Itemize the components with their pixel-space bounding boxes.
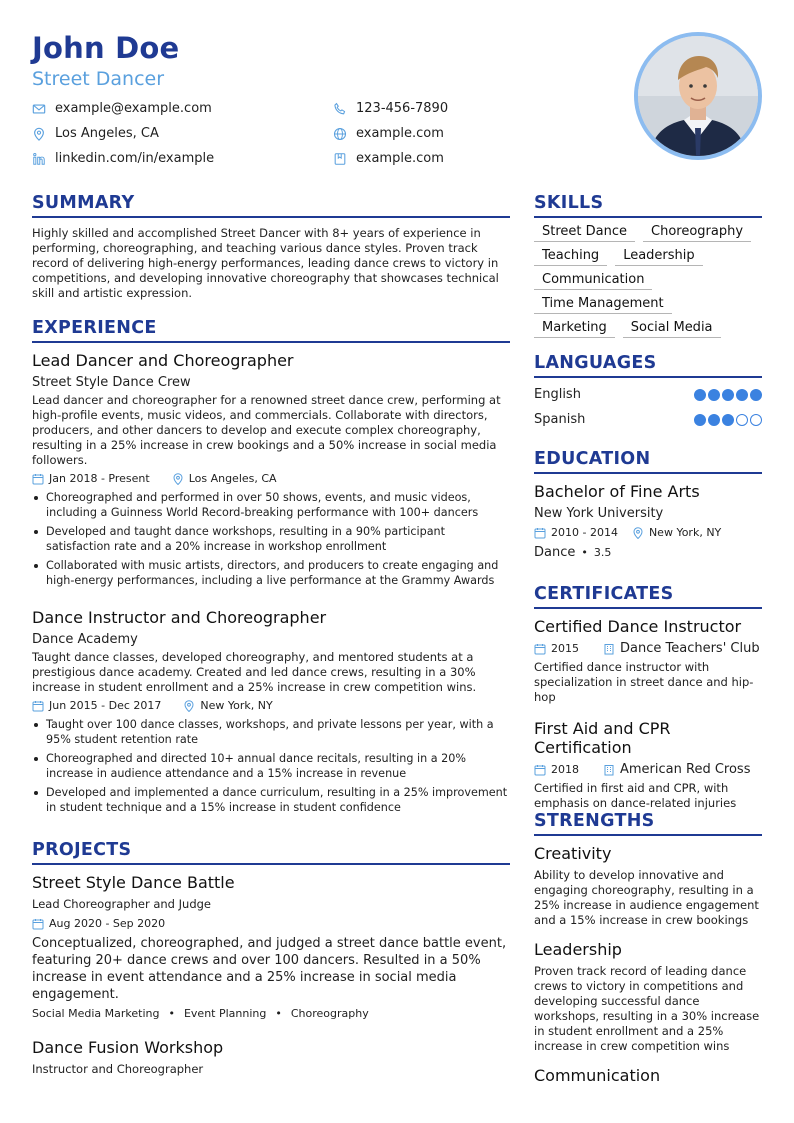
proficiency-dot-filled xyxy=(694,414,706,426)
certificate-issuer: Dance Teachers' Club xyxy=(620,641,760,656)
project-meta xyxy=(32,917,510,930)
calendar-icon xyxy=(534,643,546,655)
contact-email[interactable] xyxy=(32,101,212,116)
project-item xyxy=(32,1038,510,1077)
skill-tag: Teaching xyxy=(534,248,607,266)
certificates-heading: CERTIFICATES xyxy=(534,584,762,609)
bookmark-icon xyxy=(333,152,347,166)
certificate-issuer: American Red Cross xyxy=(620,762,751,777)
tag-separator: • xyxy=(275,1007,282,1020)
language-row xyxy=(534,412,762,427)
project-dates: Aug 2020 - Sep 2020 xyxy=(49,917,166,930)
location-pin-icon xyxy=(172,473,184,485)
experience-meta xyxy=(32,472,510,485)
experience-bullets xyxy=(32,717,510,815)
building-icon xyxy=(603,764,615,776)
projects-heading: PROJECTS xyxy=(32,840,510,865)
strength-title: Communication xyxy=(534,1066,661,1085)
tag-separator: • xyxy=(168,1007,175,1020)
globe-icon xyxy=(333,127,347,141)
strength-title: Creativity xyxy=(534,844,612,863)
building-icon xyxy=(603,643,615,655)
proficiency-dot-filled xyxy=(694,389,706,401)
experience-description: Lead dancer and choreographer for a renowned street dance crew, performing at high-profile events, music videos, and commercials. Collaborate with directors, producers, and other dancers to develop and execute complex choreography, resulting in a 25% increase in crew bookings and a 50% increase in social media followers. xyxy=(32,393,501,467)
profile-photo xyxy=(634,32,762,160)
experience-location: Los Angeles, CA xyxy=(188,472,277,485)
certificate-meta xyxy=(534,641,762,656)
summary-text: Highly skilled and accomplished Street Dancer with 8+ years of experience in performing, choreographing, and teaching various dance styles. Proven track record of delivering high-energy performances, leading dance crews to victory in competitions, and developing innovative choreography that showcases technical skill and artistic expression. xyxy=(32,226,499,300)
skill-tag: Choreography xyxy=(643,224,751,242)
experience-dates: Jun 2015 - Dec 2017 xyxy=(49,699,162,712)
linkedin-text: linkedin.com/in/example xyxy=(55,151,215,166)
experience-location: New York, NY xyxy=(200,699,273,712)
calendar-icon xyxy=(534,527,546,539)
proficiency-dot-empty xyxy=(736,414,748,426)
language-row xyxy=(534,387,762,402)
skill-tag: Street Dance xyxy=(534,224,635,242)
skill-tag: Communication xyxy=(534,272,652,290)
email-icon xyxy=(32,102,46,116)
certificate-description: Certified dance instructor with specialization in street dance and hip-hop xyxy=(534,660,754,704)
experience-company: Dance Academy xyxy=(32,632,138,647)
experience-role: Dance Instructor and Choreographer xyxy=(32,608,327,627)
project-title: Street Style Dance Battle xyxy=(32,873,235,892)
name: John Doe xyxy=(32,31,180,65)
proficiency-dot-filled xyxy=(750,389,762,401)
certificate-meta xyxy=(534,762,762,777)
project-tag: Event Planning xyxy=(183,1007,267,1020)
experience-item xyxy=(32,351,510,592)
proficiency-dots xyxy=(692,389,762,401)
contact-linkedin[interactable] xyxy=(32,151,214,166)
skill-tag: Time Management xyxy=(534,296,672,314)
project-role: Lead Choreographer and Judge xyxy=(32,897,211,911)
languages-heading: LANGUAGES xyxy=(534,353,762,378)
certificate-year: 2018 xyxy=(551,763,579,776)
education-meta xyxy=(534,526,762,539)
portfolio-text: example.com xyxy=(356,151,444,166)
contact-location xyxy=(32,126,159,141)
proficiency-dots xyxy=(692,414,762,426)
proficiency-dot-filled xyxy=(736,389,748,401)
project-description: Conceptualized, choreographed, and judged a street dance battle event, featuring 20+ dance crews and over 100 dancers. Resulted in a 50% increase in event attendance and a 25% increase in social media engagement. xyxy=(32,936,507,1002)
project-item xyxy=(32,873,510,1020)
education-location: New York, NY xyxy=(648,526,722,539)
list-item: Developed and taught dance workshops, resulting in a 90% participant satisfaction rate and a 20% increase in workshop enrollment xyxy=(32,524,510,554)
strength-title: Leadership xyxy=(534,940,622,959)
skills-list xyxy=(534,224,762,344)
experience-dates: Jan 2018 - Present xyxy=(49,472,150,485)
contact-website[interactable] xyxy=(333,126,444,141)
person-portrait-icon xyxy=(638,36,758,156)
strength-item xyxy=(534,940,762,1054)
education-dates: 2010 - 2014 xyxy=(551,526,618,539)
proficiency-dot-filled xyxy=(708,414,720,426)
strength-description: Proven track record of leading dance crews to victory in competitions and developing successful dance workshops, resulting in a 30% increase in student enrollment and a 25% increase in crew competition wins xyxy=(534,964,760,1053)
strength-item xyxy=(534,844,762,928)
certificate-item xyxy=(534,617,762,705)
education-item xyxy=(534,482,762,560)
certificate-item xyxy=(534,719,762,811)
contact-portfolio[interactable] xyxy=(333,151,444,166)
experience-heading: EXPERIENCE xyxy=(32,318,510,343)
project-title: Dance Fusion Workshop xyxy=(32,1038,224,1057)
calendar-icon xyxy=(534,764,546,776)
degree: Bachelor of Fine Arts xyxy=(534,482,700,501)
proficiency-dot-filled xyxy=(722,414,734,426)
certificate-year: 2015 xyxy=(551,642,579,655)
proficiency-dot-filled xyxy=(722,389,734,401)
calendar-icon xyxy=(32,473,44,485)
project-tag: Social Media Marketing xyxy=(32,1007,160,1020)
experience-item xyxy=(32,608,510,819)
location-pin-icon xyxy=(32,127,46,141)
strength-item xyxy=(534,1066,762,1085)
proficiency-dot-filled xyxy=(708,389,720,401)
list-item: Developed and implemented a dance curriculum, resulting in a 25% improvement in student technique and a 15% increase in student confidence xyxy=(32,785,510,815)
field-separator: • xyxy=(581,546,588,559)
skills-heading: SKILLS xyxy=(534,193,762,218)
education-heading: EDUCATION xyxy=(534,449,762,474)
certificate-title: First Aid and CPR Certification xyxy=(534,719,671,757)
school: New York University xyxy=(534,506,664,521)
project-role: Instructor and Choreographer xyxy=(32,1062,204,1076)
job-title: Street Dancer xyxy=(32,68,165,90)
website-text: example.com xyxy=(356,126,444,141)
skill-tag: Leadership xyxy=(615,248,702,266)
certificate-description: Certified in first aid and CPR, with emphasis on dance-related injuries xyxy=(534,781,737,810)
calendar-icon xyxy=(32,700,44,712)
location-pin-icon xyxy=(632,527,644,539)
experience-company: Street Style Dance Crew xyxy=(32,375,191,390)
location-text: Los Angeles, CA xyxy=(55,126,159,141)
skill-tag: Marketing xyxy=(534,320,615,338)
language-name: English xyxy=(534,387,581,402)
experience-role: Lead Dancer and Choreographer xyxy=(32,351,294,370)
list-item: Taught over 100 dance classes, workshops, and private lessons per year, with a 95% student retention rate xyxy=(32,717,510,747)
proficiency-dot-empty xyxy=(750,414,762,426)
phone-icon xyxy=(333,102,347,116)
strengths-heading: STRENGTHS xyxy=(534,811,762,836)
phone-text: 123-456-7890 xyxy=(356,101,449,116)
summary-heading: SUMMARY xyxy=(32,193,510,218)
contact-phone[interactable] xyxy=(333,101,448,116)
list-item: Choreographed and directed 10+ annual dance recitals, resulting in a 20% increase in audience attendance and a 15% increase in revenue xyxy=(32,751,510,781)
location-pin-icon xyxy=(183,700,195,712)
calendar-icon xyxy=(32,918,44,930)
skill-tag: Social Media xyxy=(623,320,721,338)
list-item: Collaborated with music artists, directors, and producers to create engaging and high-energy performances, including a live performance at the Grammy Awards xyxy=(32,558,510,588)
language-name: Spanish xyxy=(534,412,586,427)
project-tags xyxy=(32,1007,510,1020)
experience-description: Taught dance classes, developed choreography, and mentored students at a prestigious dance academy. Created and led dance crews, resulting in a 30% increase in student enrollment and a 25% increase in crew competition wins. xyxy=(32,650,477,694)
experience-meta xyxy=(32,699,510,712)
linkedin-icon xyxy=(32,152,46,166)
experience-bullets xyxy=(32,490,510,588)
email-text: example@example.com xyxy=(55,101,212,116)
education-field: Dance xyxy=(534,545,576,560)
list-item: Choreographed and performed in over 50 shows, events, and music videos, including a Guinness World Record-breaking performance with 100+ dancers xyxy=(32,490,510,520)
education-field-row xyxy=(534,545,762,560)
certificate-title: Certified Dance Instructor xyxy=(534,617,742,636)
strength-description: Ability to develop innovative and engaging choreography, resulting in a 25% increase in audience engagement and a 15% increase in crew bookings xyxy=(534,868,759,927)
project-tag: Choreography xyxy=(290,1007,369,1020)
education-gpa: 3.5 xyxy=(593,546,612,559)
